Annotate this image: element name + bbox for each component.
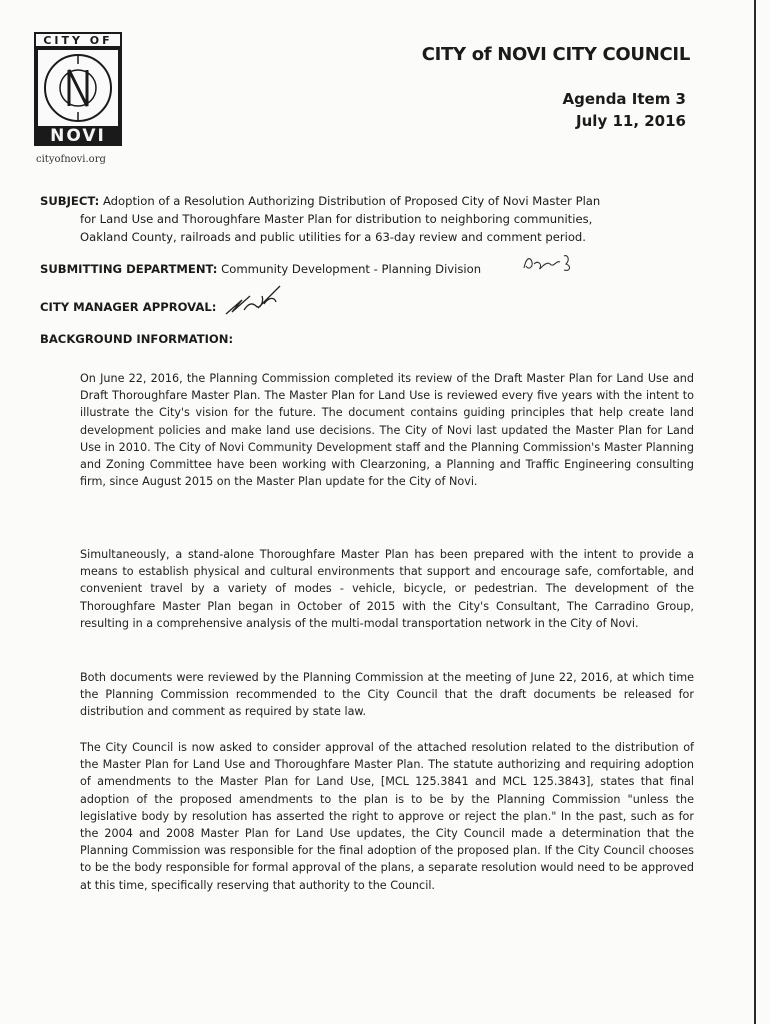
subject-line-1: Adoption of a Resolution Authorizing Distribution of Proposed City of Novi Master Plan — [102, 194, 601, 208]
city-logo — [34, 32, 122, 146]
n-monogram-icon — [38, 50, 118, 126]
council-title: CITY of NOVI CITY COUNCIL — [421, 44, 690, 65]
background-paragraph-3: Both documents were reviewed by the Planning Commission at the meeting of June 22, 2016, at which time the Planning Commission recommended to the City Council that the draft documents be released for distribution and comment as required by state law. — [80, 671, 694, 719]
subject-line-3: Oakland County, railroads and public utilities for a 63-day review and comment period. — [80, 230, 586, 244]
background-paragraph-1: On June 22, 2016, the Planning Commission completed its review of the Draft Master Plan for Land Use and Draft Thoroughfare Master Plan. The Master Plan for Land Use is reviewed every five years with the intent to illustrate the City's vision for the future. The document contains guiding principles that help create land development policies and make land use decisions. The City of Novi last updated the Master Plan for Land Use in 2010. The City of Novi Community Development staff and the Planning Commission's Master Planning and Zoning Committee have been working with Clearzoning, a Planning and Traffic Engineering consulting firm, since August 2015 on the Master Plan update for the City of Novi. — [80, 372, 694, 489]
subject-label: SUBJECT: — [40, 194, 100, 208]
logo-emblem — [38, 50, 118, 126]
background-paragraph-4: The City Council is now asked to consider approval of the attached resolution related to the distribution of the Master Plan for Land Use and Thoroughfare Master Plan. The statute authorizing and requiring adoption of amendments to the Master Plan for Land Use, [MCL 125.3841 and MCL 125.3843], states that final adoption of the proposed amendments to the plan is to be by the Planning Commission "unless the legislative body by resolution has asserted the right to approve or reject the plan." In the past, such as for the 2004 and 2008 Master Plan for Land Use updates, the City Council made a determination that the Planning Commission was responsible for the final adoption of the proposed plan. If the City Council chooses to be the body responsible for formal approval of the plans, a separate resolution would need to be approved at this time, specifically reserving that authority to the Council. — [80, 741, 694, 892]
department-field — [40, 260, 481, 278]
initials-signature — [520, 250, 582, 276]
scan-edge — [754, 0, 756, 1024]
logo-top-text: CITY OF — [34, 32, 122, 48]
department-value: Community Development - Planning Division — [221, 262, 482, 276]
subject-field — [40, 192, 700, 246]
agenda-date: July 11, 2016 — [576, 112, 686, 130]
manager-signature — [222, 280, 286, 320]
subject-line-2: for Land Use and Thoroughfare Master Plan for distribution to neighboring communities, — [80, 212, 593, 226]
logo-bottom-text: NOVI — [50, 126, 106, 146]
background-paragraph-2: Simultaneously, a stand-alone Thoroughfare Master Plan has been prepared with the intent to provide a means to establish physical and cultural environments that support and encourage safe, comfortable, and convenient travel by a variety of modes - vehicle, bicycle, or pedestrian. The development of the Thoroughfare Master Plan began in October of 2015 with the City's Consultant, The Carradino Group, resulting in a comprehensive analysis of the multi-modal transportation network in the City of Novi. — [80, 548, 694, 630]
background-heading: BACKGROUND INFORMATION: — [40, 332, 234, 346]
department-label: SUBMITTING DEPARTMENT: — [40, 262, 218, 276]
agenda-item: Agenda Item 3 — [562, 90, 686, 108]
agenda-block — [563, 88, 687, 132]
approval-field: CITY MANAGER APPROVAL: — [40, 300, 217, 314]
website-url: cityofnovi.org — [36, 154, 106, 165]
